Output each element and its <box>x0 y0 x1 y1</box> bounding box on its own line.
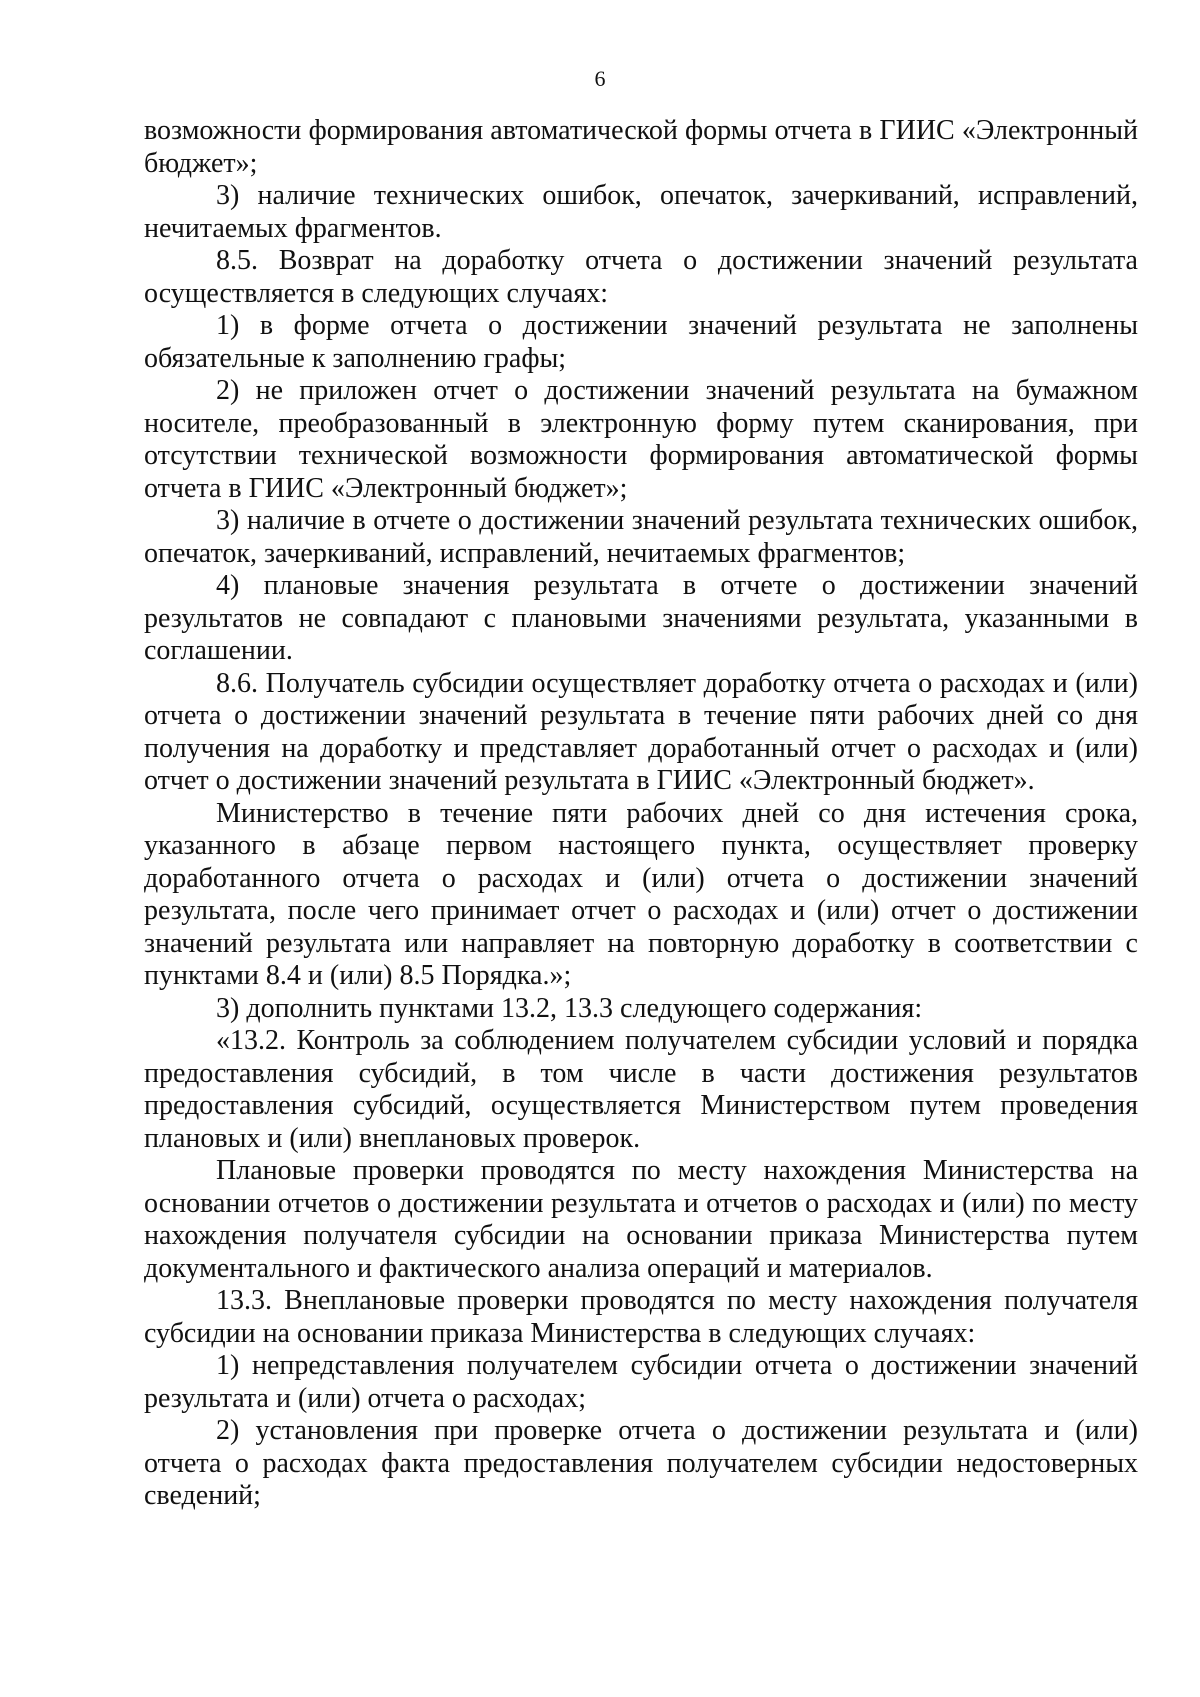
paragraph: Плановые проверки проводятся по месту нахождения Министерства на основании отчетов о достижении результата и отчетов о расходах и (или) по месту нахождения получателя субсидии на основании приказа Министерства путем документального и фактического анализа операций и материалов. <box>144 1155 1138 1284</box>
document-body <box>144 115 1138 1513</box>
paragraph: 2) установления при проверке отчета о достижении результата и (или) отчета о расходах факта предоставления получателем субсидии недостоверных сведений; <box>144 1415 1138 1511</box>
paragraph: 3) наличие технических ошибок, опечаток, зачеркиваний, исправлений, нечитаемых фрагментов. <box>144 180 1138 244</box>
paragraph: 3) наличие в отчете о достижении значений результата технических ошибок, опечаток, зачеркиваний, исправлений, нечитаемых фрагментов; <box>144 505 1138 569</box>
paragraph: Министерство в течение пяти рабочих дней со дня истечения срока, указанного в абзаце первом настоящего пункта, осуществляет проверку доработанного отчета о расходах и (или) отчета о достижении значений результата, после чего принимает отчет о расходах и (или) отчет о достижении значений результата или направляет на повторную доработку в соответствии с пунктами 8.4 и (или) 8.5 Порядка.»; <box>144 797 1138 991</box>
paragraph: 8.6. Получатель субсидии осуществляет доработку отчета о расходах и (или) отчета о достижении значений результата в течение пяти рабочих дней со дня получения на доработку и представляет доработанный отчет о расходах и (или) отчет о достижении значений результата в ГИИС «Электронный бюджет». <box>144 667 1138 796</box>
page-number: 6 <box>594 66 606 91</box>
paragraph: 1) непредставления получателем субсидии отчета о достижении значений результата и (или) отчета о расходах; <box>144 1350 1138 1414</box>
paragraph: 13.3. Внеплановые проверки проводятся по месту нахождения получателя субсидии на основании приказа Министерства в следующих случаях: <box>144 1285 1138 1349</box>
paragraph: 2) не приложен отчет о достижении значений результата на бумажном носителе, преобразованный в электронную форму путем сканирования, при отсутствии технической возможности формирования автоматической формы отчета в ГИИС «Электронный бюджет»; <box>144 375 1138 504</box>
paragraph: 3) дополнить пунктами 13.2, 13.3 следующего содержания: <box>216 992 923 1024</box>
paragraph: 1) в форме отчета о достижении значений результата не заполнены обязательные к заполнению графы; <box>144 310 1138 374</box>
paragraph: 4) плановые значения результата в отчете о достижении значений результатов не совпадают с плановыми значениями результата, указанными в соглашении. <box>144 570 1138 666</box>
paragraph: 8.5. Возврат на доработку отчета о достижении значений результата осуществляется в следующих случаях: <box>144 245 1138 309</box>
paragraph: возможности формирования автоматической формы отчета в ГИИС «Электронный бюджет»; <box>144 115 1138 179</box>
paragraph: «13.2. Контроль за соблюдением получателем субсидии условий и порядка предоставления субсидий, в том числе в части достижения результатов предоставления субсидий, осуществляется Министерством путем проведения плановых и (или) внеплановых проверок. <box>144 1025 1138 1154</box>
